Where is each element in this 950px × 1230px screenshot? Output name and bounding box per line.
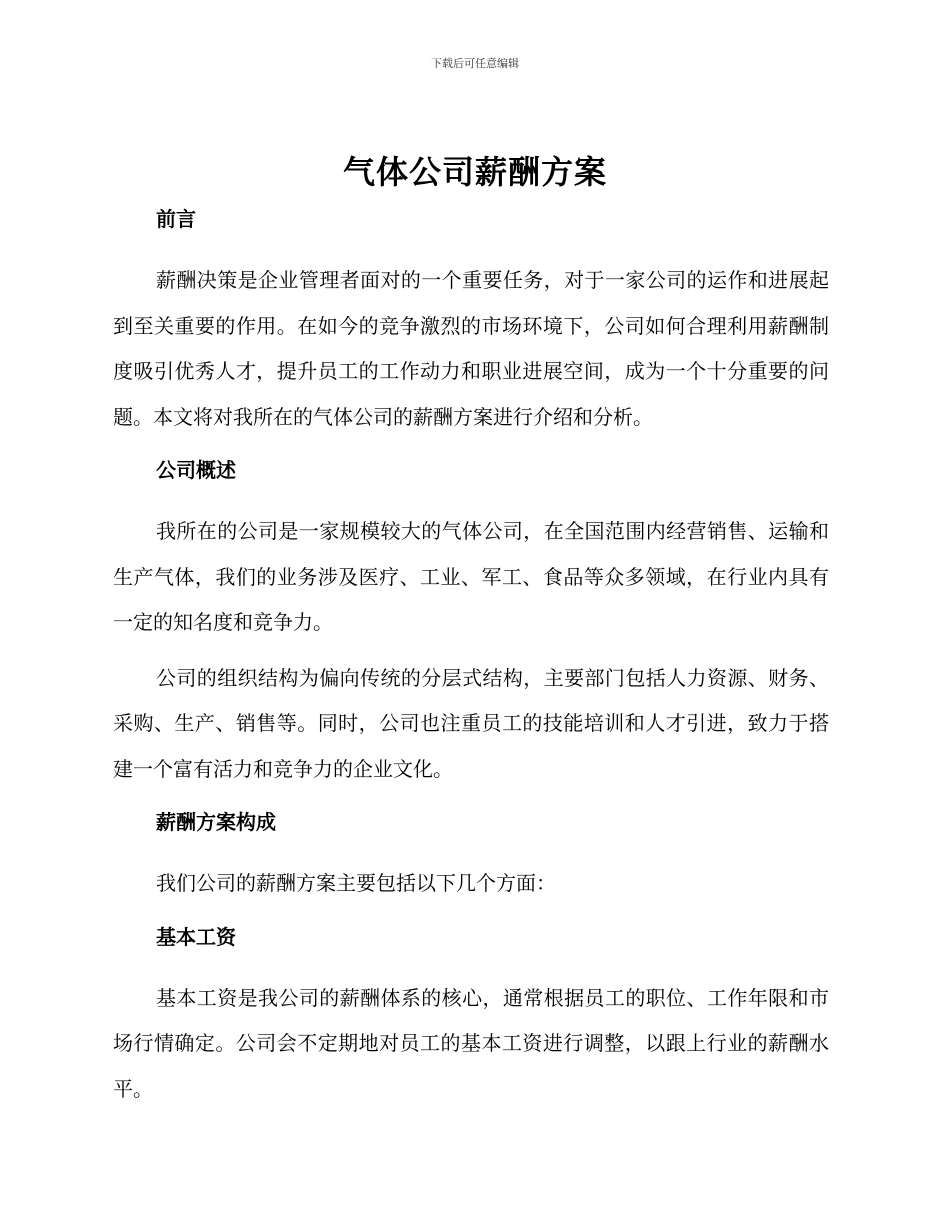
paragraph: 公司的组织结构为偏向传统的分层式结构，主要部门包括人力资源、财务、采购、生产、销售等。同时，公司也注重员工的技能培训和人才引进，致力于搭建一个富有活力和竞争力的企业文化。	[113, 665, 829, 781]
page-header-note: 下载后可任意编辑	[431, 57, 519, 70]
section-base-salary	[113, 920, 829, 1113]
document-title: 气体公司薪酬方案	[342, 153, 607, 191]
section-salary-structure	[113, 805, 829, 907]
section-company-overview	[113, 453, 829, 792]
section-heading: 前言	[156, 207, 196, 231]
document-body	[113, 202, 829, 1112]
paragraph: 我所在的公司是一家规模较大的气体公司，在全国范围内经营销售、运输和生产气体，我们的业务涉及医疗、工业、军工、食品等众多领域，在行业内具有一定的知名度和竞争力。	[113, 519, 829, 634]
section-heading: 薪酬方案构成	[156, 810, 276, 834]
section-heading: 公司概述	[156, 458, 236, 482]
paragraph: 薪酬决策是企业管理者面对的一个重要任务，对于一家公司的运作和进展起到至关重要的作用。在如今的竞争激烈的市场环境下，公司如何合理利用薪酬制度吸引优秀人才，提升员工的工作动力和职业进展空间，成为一个十分重要的问题。本文将对我所在的气体公司的薪酬方案进行介绍和分析。	[113, 268, 829, 429]
section-heading: 基本工资	[156, 924, 236, 949]
paragraph: 我们公司的薪酬方案主要包括以下几个方面：	[156, 871, 556, 895]
paragraph: 基本工资是我公司的薪酬体系的核心，通常根据员工的职位、工作年限和市场行情确定。公司会不定期地对员工的基本工资进行调整，以跟上行业的薪酬水平。	[113, 985, 829, 1101]
section-preface	[113, 202, 829, 440]
